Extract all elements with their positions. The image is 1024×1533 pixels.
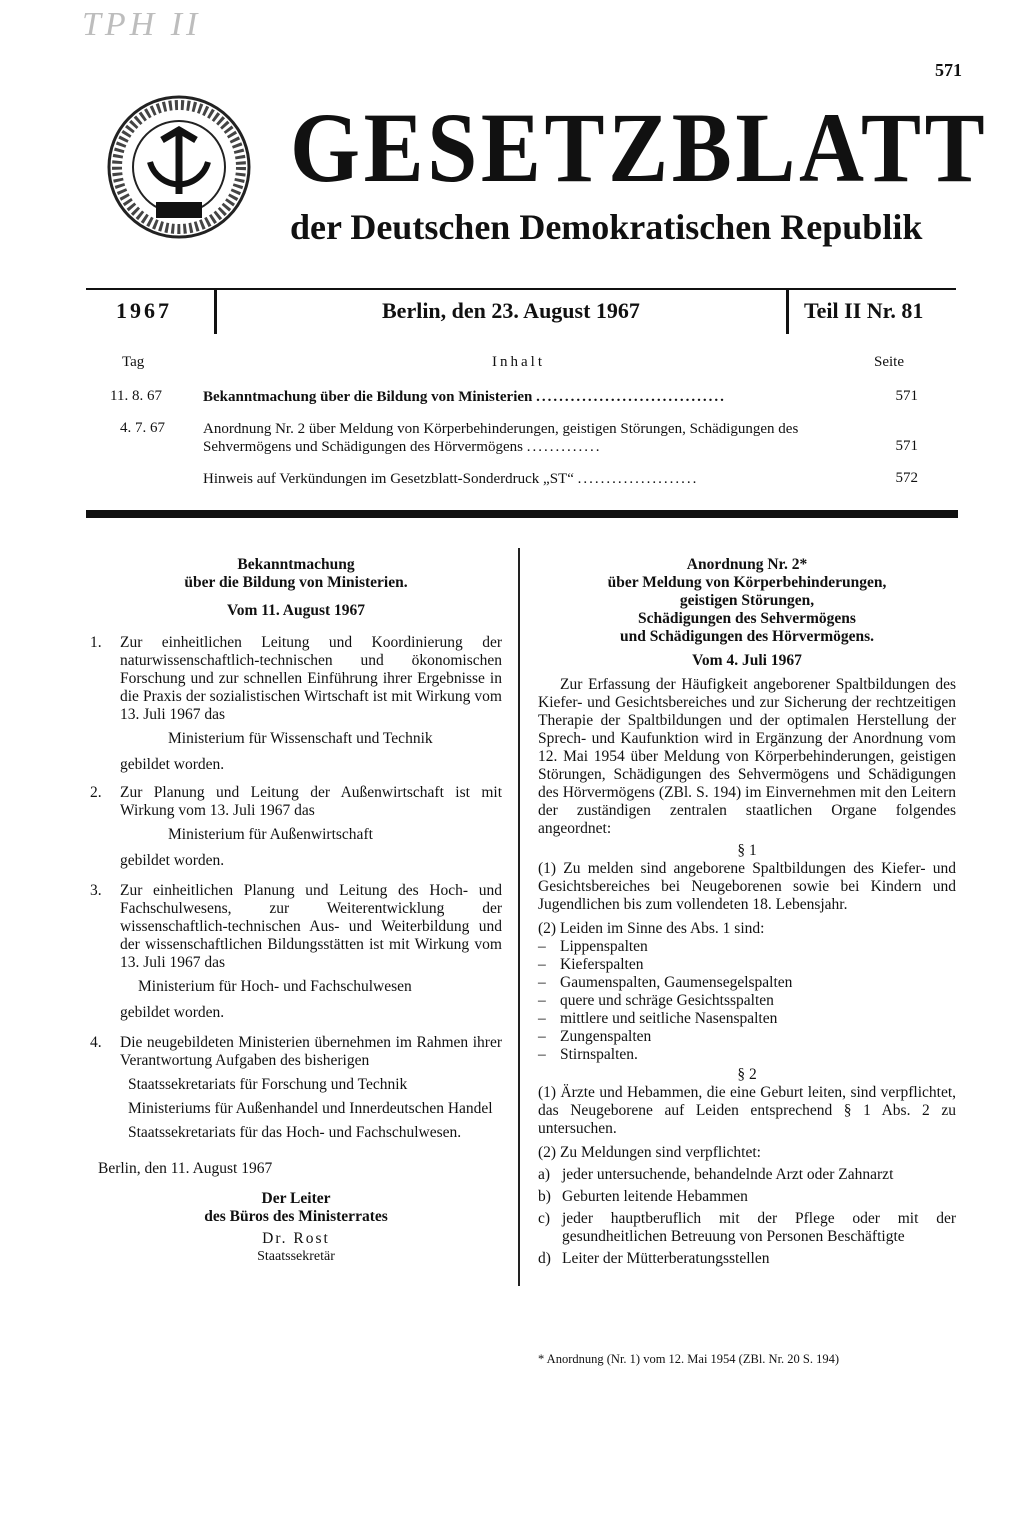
ministry-name: Ministerium für Außenwirtschaft <box>168 826 373 843</box>
list-item: – Zungenspalten <box>538 1028 652 1045</box>
page-number: 571 <box>935 60 962 80</box>
notice-item-2: 2. Zur Planung und Leitung der Außenwirtschaft ist mit Wirkung vom 13. Juli 1967 das Ministerium für Außenwirtschaft gebildet worden. <box>90 784 502 869</box>
former-body: Ministeriums für Außenhandel und Innerdeutschen Handel <box>128 1100 493 1117</box>
order-title: Schädigungen des Sehvermögens <box>638 610 856 627</box>
list-item: – Stirnspalten. <box>538 1046 638 1063</box>
toc-entry-page: 571 <box>895 438 918 454</box>
toc-header-date: Tag <box>122 354 145 370</box>
issue-part-number: Teil II Nr. 81 <box>804 298 924 323</box>
list-item: c) jeder hauptberuflich mit der Pflege oder mit der gesundheitlichen Betreuung von Personen Beschäftigte <box>538 1210 956 1245</box>
condition-list <box>538 938 956 1064</box>
toc-entry-text: Bekanntmachung über die Bildung von Ministerien ................................. <box>203 389 726 405</box>
order-title: und Schädigungen des Hörvermögens. <box>619 628 875 645</box>
right-column <box>538 556 956 1268</box>
notice-item-3: 3. Zur einheitlichen Planung und Leitung des Hoch- und Fachschulwesens, zur Weiterentwicklung der wissenschaftlich-technischen Aus- und Weiterbildung und der wissenschaftlichen Bildungsstätten ist mit Wirkung vom 13. Juli 1967 das Ministerium für Hoch- und Fachschulwesen gebildet worden. <box>90 882 502 1021</box>
obligated-list <box>538 1166 956 1268</box>
list-item: – Gaumenspalten, Gaumensegelspalten <box>538 974 793 991</box>
state-emblem-icon <box>104 92 254 242</box>
column-divider <box>518 548 520 1286</box>
notice-title: Bekanntmachung <box>237 556 355 573</box>
order-title: über Meldung von Körperbehinderungen, <box>607 574 887 591</box>
section-paragraph: (1) Zu melden sind angeborene Spaltbildungen des Kiefer- und Gesichtsbereiches bei Neugeborenen sowie bei Kindern und Jugendlichen bis zum vollendeten 18. Lebensjahr. <box>538 860 956 913</box>
footnote: * Anordnung (Nr. 1) vom 12. Mai 1954 (ZBl. Nr. 20 S. 194) <box>538 1352 840 1366</box>
toc-entry-date: 4. 7. 67 <box>120 420 165 436</box>
former-body: Staatssekretariats für Forschung und Technik <box>128 1076 408 1093</box>
section-divider <box>86 510 958 518</box>
toc-header-page: Seite <box>874 354 904 370</box>
section-heading: § 2 <box>737 1066 757 1083</box>
signature-name: Dr. Rost <box>262 1230 330 1247</box>
notice-place-date: Berlin, den 11. August 1967 <box>98 1160 273 1177</box>
left-column <box>90 556 502 1266</box>
signature-role: Staatssekretär <box>257 1249 335 1264</box>
toc-header-content: Inhalt <box>492 354 545 370</box>
list-item: – Lippenspalten <box>538 938 648 955</box>
order-date: Vom 4. Juli 1967 <box>692 652 802 669</box>
list-item: b) Geburten leitende Hebammen <box>538 1188 748 1205</box>
order-title: geistigen Störungen, <box>679 592 815 609</box>
issue-year: 1967 <box>116 298 172 323</box>
list-item: d) Leiter der Mütterberatungsstellen <box>538 1250 770 1267</box>
signature-title: des Büros des Ministerrates <box>204 1208 388 1225</box>
ministry-name: Ministerium für Hoch- und Fachschulwesen <box>138 978 412 995</box>
notice-item-1: 1. Zur einheitlichen Leitung und Koordinierung der naturwissenschaftlich-technischen und ökonomischen Forschung und zur schnellen Einführung ihrer Ergebnisse in die Praxis der sozialistischen Wirtschaft ist mit Wirkung vom 13. Juli 1967 das Ministerium für Wissenschaft und Technik gebildet worden. <box>90 634 502 773</box>
toc-entry-date: 11. 8. 67 <box>110 388 162 404</box>
list-item: – quere und schräge Gesichtsspalten <box>538 992 774 1009</box>
former-body: Staatssekretariats für das Hoch- und Fachschulwesen. <box>128 1124 462 1141</box>
notice-date: Vom 11. August 1967 <box>226 602 366 619</box>
handwritten-archive-mark: TPH II <box>82 6 202 43</box>
toc-entry-text: Hinweis auf Verkündungen im Gesetzblatt-Sonderdruck „ST“ ..................... <box>203 471 699 487</box>
issue-date: Berlin, den 23. August 1967 <box>382 298 640 323</box>
toc-entry-page: 571 <box>895 388 918 404</box>
notice-title: über die Bildung von Ministerien. <box>184 574 408 591</box>
section-paragraph: (2) Leiden im Sinne des Abs. 1 sind: <box>538 920 765 937</box>
list-item: – mittlere und seitliche Nasenspalten <box>538 1010 778 1027</box>
masthead-title: GESETZBLATT <box>290 92 989 203</box>
signature-title: Der Leiter <box>261 1190 331 1207</box>
toc-entry-text: Anordnung Nr. 2 über Meldung von Körperbehinderungen, geistigen Störungen, Schädigungen des Sehvermögens und Schädigungen des Hörvermögens ............. <box>203 421 799 455</box>
list-item: – Kieferspalten <box>538 956 644 973</box>
masthead-subtitle: der Deutschen Demokratischen Republik <box>290 207 923 247</box>
notice-item-4: 4. Die neugebildeten Ministerien übernehmen im Rahmen ihrer Verantwortung Aufgaben des bisherigen Staatssekretariats für Forschung und Technik Ministeriums für Außenhandel und Innerdeutschen Handel Staatssekretariats für das Hoch- und Fachschulwesen. <box>90 1034 502 1141</box>
order-title: Anordnung Nr. 2* <box>686 556 808 573</box>
section-paragraph: (1) Ärzte und Hebammen, die eine Geburt leiten, sind verpflichtet, das Neugeborene auf Leiden entsprechend § 1 Abs. 2 zu untersuchen. <box>538 1084 956 1137</box>
issue-bar <box>86 288 956 334</box>
list-item: a) jeder untersuchende, behandelnde Arzt oder Zahnarzt <box>538 1166 894 1183</box>
section-heading: § 1 <box>737 842 757 859</box>
ministry-name: Ministerium für Wissenschaft und Technik <box>168 730 433 747</box>
order-preamble: Zur Erfassung der Häufigkeit angeborener Spaltbildungen des Kiefer- und Gesichtsbereiches und zur Sicherung der rechtzeitigen Therapie der Spaltbildungen und der optimalen Herstellung der Sprech- und Kaufunktion wird in Ergänzung der Anordnung vom 12. Mai 1954 über Meldung von Körperbehinderungen, geistigen Störungen, Schädigungen des Sehvermögens und Schädigungen des Hörvermögens (ZBl. S. 194) im Einvernehmen mit den Leitern der zuständigen zentralen staatlichen Organe folgendes angeordnet: <box>538 676 956 837</box>
toc-entry-page: 572 <box>895 470 918 486</box>
section-paragraph: (2) Zu Meldungen sind verpflichtet: <box>538 1144 761 1161</box>
